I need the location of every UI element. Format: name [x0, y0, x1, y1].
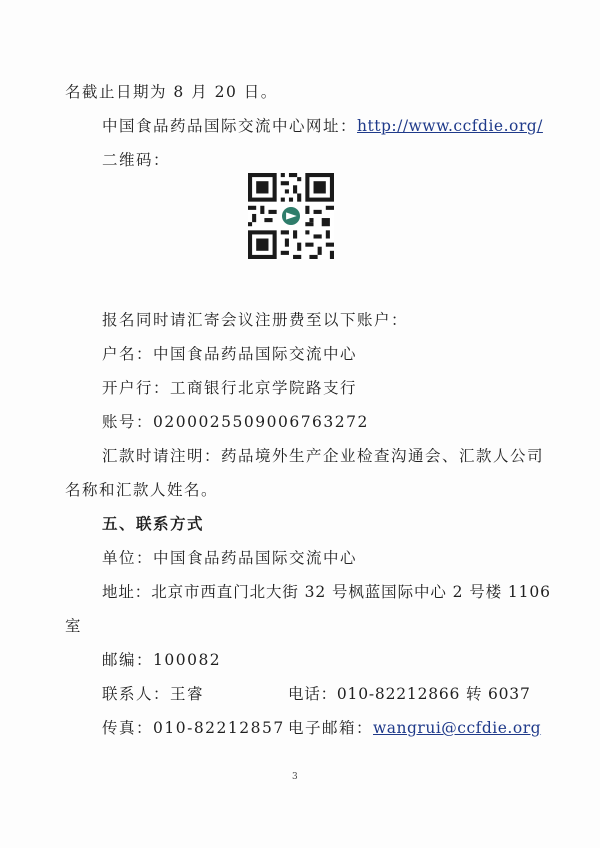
- qr-code-icon: [248, 173, 334, 259]
- account-number: 账号：0200025509006763272: [102, 413, 369, 431]
- contact-address-cont: 室: [65, 617, 83, 635]
- bank-name: 开户行：工商银行北京学院路支行: [102, 379, 358, 397]
- website-label: 中国食品药品国际交流中心网址：: [102, 117, 358, 135]
- remittance-note-cont: 名称和汇款人姓名。: [65, 481, 219, 499]
- contact-phone: 电话：010-82212866 转 6037: [288, 685, 531, 703]
- qr-label: 二维码：: [102, 151, 171, 169]
- page-number: 3: [292, 772, 298, 782]
- registration-fee-text: 报名同时请汇寄会议注册费至以下账户：: [102, 311, 409, 329]
- website-link[interactable]: http://www.ccfdie.org/: [357, 117, 543, 135]
- website-line: [102, 116, 543, 136]
- contact-unit: 单位：中国食品药品国际交流中心: [102, 549, 358, 567]
- contact-postcode: 邮编：100082: [102, 651, 222, 669]
- contact-address: 地址：北京市西直门北大街 32 号枫蓝国际中心 2 号楼 1106: [102, 583, 551, 601]
- section-heading: 五、联系方式: [102, 514, 205, 533]
- deadline-text: 名截止日期为 8 月 20 日。: [65, 83, 278, 101]
- contact-person: 联系人：王睿: [102, 685, 205, 703]
- remittance-note: 汇款时请注明：药品境外生产企业检查沟通会、汇款人公司: [102, 447, 545, 465]
- account-name: 户名：中国食品药品国际交流中心: [102, 345, 358, 363]
- contact-fax: 传真：010-82212857: [102, 719, 285, 737]
- email-label: 电子邮箱：: [288, 719, 374, 737]
- email-link[interactable]: wangrui@ccfdie.org: [373, 719, 542, 737]
- contact-email-line: [288, 718, 541, 738]
